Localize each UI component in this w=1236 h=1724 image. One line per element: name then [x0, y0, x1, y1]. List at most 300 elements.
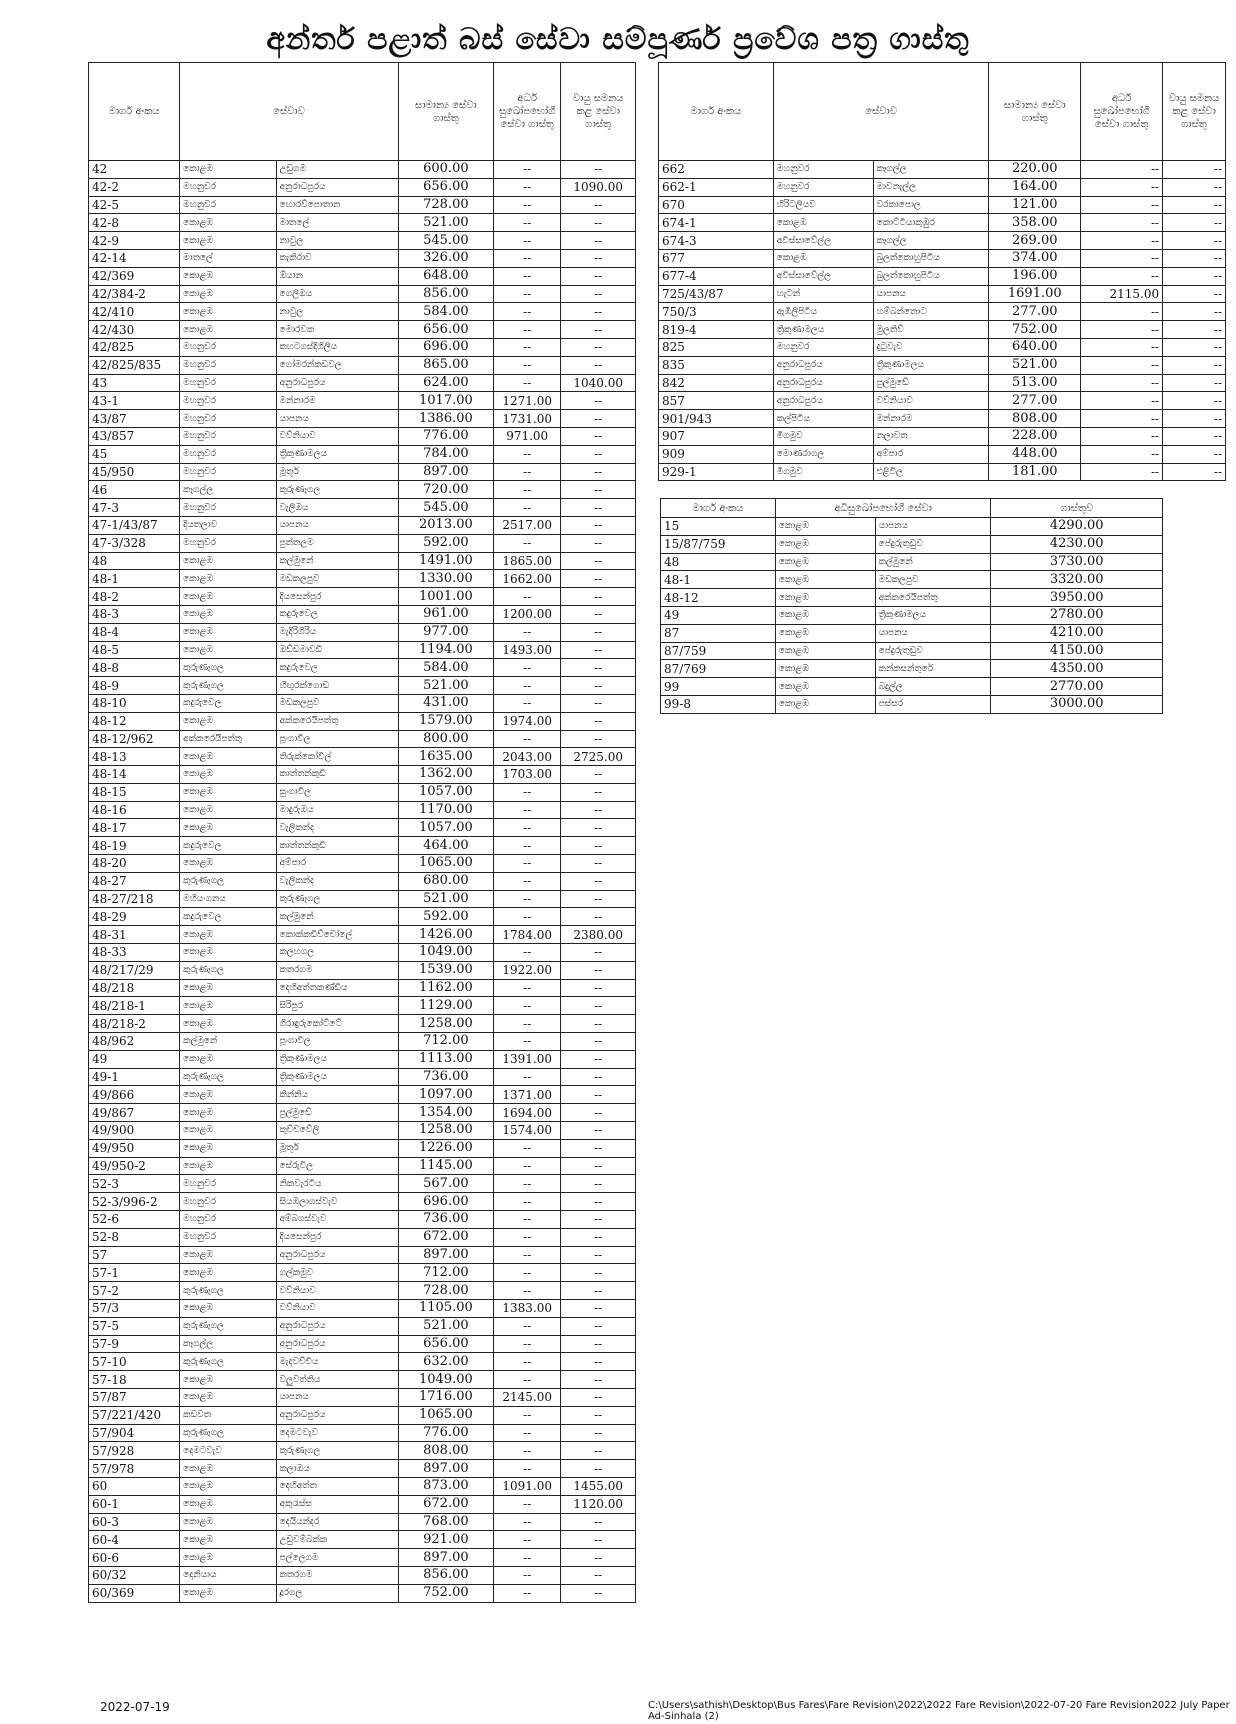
- ac-fare-cell: --: [561, 1015, 636, 1033]
- table-row: [89, 1282, 636, 1300]
- origin-cell: කොළඹ: [180, 944, 276, 962]
- origin-cell: කොළඹ: [180, 1086, 276, 1104]
- normal-fare-cell: 656.00: [398, 178, 493, 196]
- table-row: [661, 624, 1163, 642]
- fare-cell: 3950.00: [991, 589, 1163, 607]
- origin-cell: මහනුවර: [180, 410, 276, 428]
- table-row: [89, 427, 636, 445]
- origin-cell: මහනුවර: [180, 427, 276, 445]
- normal-fare-cell: 1539.00: [398, 961, 493, 979]
- table-row: [659, 196, 1226, 214]
- route-number-cell: 57-2: [89, 1282, 180, 1300]
- semi-luxury-fare-cell: 1974.00: [494, 712, 561, 730]
- ac-fare-cell: --: [561, 1033, 636, 1051]
- table-row: [659, 214, 1226, 232]
- origin-cell: කොළඹ: [180, 605, 276, 623]
- table-row: [89, 855, 636, 873]
- destination-cell: වැලිකන්ද: [276, 819, 398, 837]
- semi-luxury-fare-cell: --: [494, 374, 561, 392]
- origin-cell: කදුරුවෙල: [180, 908, 276, 926]
- semi-luxury-fare-cell: --: [494, 161, 561, 179]
- normal-fare-cell: 1129.00: [398, 997, 493, 1015]
- normal-fare-cell: 1065.00: [398, 1406, 493, 1424]
- origin-cell: මහනුවර: [180, 499, 276, 517]
- normal-fare-cell: 696.00: [398, 338, 493, 356]
- route-number-cell: 45: [89, 445, 180, 463]
- destination-cell: බුලත්කොහුපිටිය: [873, 267, 989, 285]
- route-number-cell: 60-3: [89, 1513, 180, 1531]
- table-row: [661, 642, 1163, 660]
- ac-fare-cell: --: [561, 1228, 636, 1246]
- origin-cell: මහනුවර: [180, 1175, 276, 1193]
- table-row: [659, 161, 1226, 179]
- table-row: [89, 1228, 636, 1246]
- destination-cell: අනුරාධපුරය: [276, 374, 398, 392]
- normal-fare-cell: 567.00: [398, 1175, 493, 1193]
- destination-cell: සියඹලාගස්වැව: [276, 1193, 398, 1211]
- semi-luxury-fare-cell: --: [494, 1406, 561, 1424]
- normal-fare-cell: 656.00: [398, 321, 493, 339]
- origin-cell: මහනුවර: [180, 463, 276, 481]
- destination-cell: කතරගම: [276, 1566, 398, 1584]
- normal-fare-cell: 1097.00: [398, 1086, 493, 1104]
- ac-fare-cell: --: [561, 285, 636, 303]
- normal-fare-cell: 736.00: [398, 1211, 493, 1229]
- semi-luxury-fare-cell: --: [1081, 267, 1163, 285]
- normal-fare-cell: 521.00: [398, 890, 493, 908]
- table-row: [89, 819, 636, 837]
- origin-cell: කුරුණෑගල: [180, 659, 276, 677]
- destination-cell: ත්‍රිකුණාමලය: [276, 1068, 398, 1086]
- semi-luxury-fare-cell: --: [494, 659, 561, 677]
- ac-fare-cell: --: [561, 872, 636, 890]
- destination-cell: නලාවත: [873, 427, 989, 445]
- origin-cell: මහනුවර: [180, 338, 276, 356]
- semi-luxury-fare-cell: --: [494, 1424, 561, 1442]
- table-row: [89, 1460, 636, 1478]
- route-number-cell: 47-3: [89, 499, 180, 517]
- normal-fare-cell: 464.00: [398, 837, 493, 855]
- table-row: [89, 1139, 636, 1157]
- route-number-cell: 49: [89, 1050, 180, 1068]
- normal-fare-cell: 1354.00: [398, 1104, 493, 1122]
- origin-cell: කොළඹ: [180, 267, 276, 285]
- ac-fare-cell: --: [1163, 445, 1226, 463]
- semi-luxury-fare-cell: 1922.00: [494, 961, 561, 979]
- route-number-cell: 48: [89, 552, 180, 570]
- destination-cell: වැලිකන්ද: [276, 872, 398, 890]
- table-row: [89, 1477, 636, 1495]
- route-number-cell: 60-4: [89, 1531, 180, 1549]
- normal-fare-cell: 277.00: [989, 392, 1081, 410]
- origin-cell: මහනුවර: [180, 392, 276, 410]
- route-number-cell: 42-5: [89, 196, 180, 214]
- ac-fare-cell: --: [1163, 214, 1226, 232]
- normal-fare-cell: 1579.00: [398, 712, 493, 730]
- normal-fare-cell: 856.00: [398, 285, 493, 303]
- origin-cell: කදුරුවෙල: [180, 694, 276, 712]
- fare-cell: 4290.00: [991, 518, 1163, 536]
- origin-cell: මහනුවර: [180, 534, 276, 552]
- destination-cell: කදුරුවෙල: [276, 605, 398, 623]
- normal-fare-cell: 1426.00: [398, 926, 493, 944]
- fare-cell: 3000.00: [991, 695, 1163, 713]
- ac-fare-cell: --: [561, 249, 636, 267]
- ac-fare-cell: --: [561, 552, 636, 570]
- destination-cell: පූංගාවිල: [276, 730, 398, 748]
- normal-fare-cell: 656.00: [398, 1335, 493, 1353]
- normal-fare-cell: 776.00: [398, 1424, 493, 1442]
- origin-cell: කොළඹ: [775, 535, 875, 553]
- origin-cell: කුරුණෑගල: [180, 961, 276, 979]
- destination-cell: මොරවක: [276, 321, 398, 339]
- semi-luxury-fare-cell: --: [1081, 196, 1163, 214]
- semi-luxury-fare-cell: --: [494, 267, 561, 285]
- route-number-cell: 48-33: [89, 944, 180, 962]
- normal-fare-cell: 776.00: [398, 427, 493, 445]
- ac-fare-cell: --: [561, 712, 636, 730]
- ac-fare-cell: --: [561, 1353, 636, 1371]
- origin-cell: කොළඹ: [180, 1513, 276, 1531]
- route-number-cell: 857: [659, 392, 774, 410]
- destination-cell: තිරුක්කෝවිල්: [276, 748, 398, 766]
- destination-cell: යාපනය: [276, 410, 398, 428]
- route-number-cell: 42-14: [89, 249, 180, 267]
- origin-cell: කොළඹ: [180, 321, 276, 339]
- normal-fare-cell: 865.00: [398, 356, 493, 374]
- destination-cell: පස්සර: [875, 695, 991, 713]
- table-row: [89, 1549, 636, 1567]
- origin-cell: කොළඹ: [775, 606, 875, 624]
- fare-cell: 2770.00: [991, 678, 1163, 696]
- normal-fare-cell: 2013.00: [398, 516, 493, 534]
- normal-fare-cell: 196.00: [989, 267, 1081, 285]
- destination-cell: හිඟුරක්ගොඩ: [276, 677, 398, 695]
- normal-fare-cell: 800.00: [398, 730, 493, 748]
- semi-luxury-fare-cell: 1391.00: [494, 1050, 561, 1068]
- super-luxury-table: [660, 498, 1163, 714]
- destination-cell: ත්‍රිකුණාමලය: [873, 356, 989, 374]
- origin-cell: කොළඹ: [180, 819, 276, 837]
- normal-fare-cell: 1049.00: [398, 944, 493, 962]
- semi-luxury-fare-cell: --: [494, 677, 561, 695]
- semi-luxury-fare-cell: --: [494, 855, 561, 873]
- normal-fare-cell: 164.00: [989, 178, 1081, 196]
- origin-cell: කොළඹ: [180, 552, 276, 570]
- semi-luxury-fare-cell: --: [494, 1282, 561, 1300]
- ac-fare-cell: --: [1163, 161, 1226, 179]
- table-row: [89, 944, 636, 962]
- table-row: [661, 571, 1163, 589]
- route-number-cell: 47-3/328: [89, 534, 180, 552]
- destination-cell: යාපනය: [276, 516, 398, 534]
- destination-cell: මුලතිව්: [873, 321, 989, 339]
- destination-cell: උඩුවම්බක්ක: [276, 1531, 398, 1549]
- ac-fare-cell: --: [561, 855, 636, 873]
- semi-luxury-fare-cell: --: [1081, 214, 1163, 232]
- destination-cell: මැදවච්චිය: [276, 1353, 398, 1371]
- normal-fare-cell: 228.00: [989, 427, 1081, 445]
- route-number-cell: 907: [659, 427, 774, 445]
- route-number-cell: 48/218-2: [89, 1015, 180, 1033]
- origin-cell: අවිස්සාවේල්ල: [773, 267, 873, 285]
- destination-cell: කලාඔය: [276, 1460, 398, 1478]
- route-number-cell: 48-31: [89, 926, 180, 944]
- table-row: [89, 321, 636, 339]
- normal-fare-cell: 521.00: [398, 677, 493, 695]
- route-number-cell: 48/217/29: [89, 961, 180, 979]
- semi-luxury-fare-cell: --: [494, 356, 561, 374]
- semi-luxury-fare-cell: --: [1081, 178, 1163, 196]
- origin-cell: කොළඹ: [180, 161, 276, 179]
- table-row: [89, 1300, 636, 1318]
- route-number-cell: 57-18: [89, 1371, 180, 1389]
- header-normal-fare: සාමාන්‍ය සේවා ගාස්තු: [989, 63, 1081, 161]
- normal-fare-cell: 784.00: [398, 445, 493, 463]
- semi-luxury-fare-cell: --: [494, 588, 561, 606]
- origin-cell: කොළඹ: [775, 660, 875, 678]
- semi-luxury-fare-cell: --: [494, 801, 561, 819]
- destination-cell: බදුල්ල: [875, 678, 991, 696]
- semi-luxury-fare-cell: 1784.00: [494, 926, 561, 944]
- ac-fare-cell: --: [561, 588, 636, 606]
- destination-cell: කැකිරාව: [276, 249, 398, 267]
- destination-cell: කලහගල: [276, 944, 398, 962]
- route-number-cell: 49/950: [89, 1139, 180, 1157]
- origin-cell: අවිස්සාවේල්ල: [773, 232, 873, 250]
- table-row: [89, 1584, 636, 1602]
- fare-cell: 3730.00: [991, 553, 1163, 571]
- ac-fare-cell: --: [561, 427, 636, 445]
- destination-cell: දියසෙන්පුර: [276, 1228, 398, 1246]
- destination-cell: දුටුවැව: [873, 338, 989, 356]
- normal-fare-cell: 728.00: [398, 196, 493, 214]
- origin-cell: මාතලේ: [180, 249, 276, 267]
- normal-fare-cell: 513.00: [989, 374, 1081, 392]
- semi-luxury-fare-cell: --: [494, 232, 561, 250]
- route-number-cell: 929-1: [659, 463, 774, 481]
- semi-luxury-fare-cell: 1091.00: [494, 1477, 561, 1495]
- origin-cell: කොළඹ: [180, 285, 276, 303]
- destination-cell: දියසෙන්පුර: [276, 588, 398, 606]
- table-row: [89, 552, 636, 570]
- origin-cell: දෙමටවැව: [180, 1442, 276, 1460]
- table-row: [659, 356, 1226, 374]
- fare-table-right: [658, 62, 1226, 481]
- ac-fare-cell: --: [561, 499, 636, 517]
- route-number-cell: 52-6: [89, 1211, 180, 1229]
- semi-luxury-fare-cell: 1493.00: [494, 641, 561, 659]
- ac-fare-cell: --: [1163, 303, 1226, 321]
- fare-cell: 4350.00: [991, 660, 1163, 678]
- route-number-cell: 49/900: [89, 1122, 180, 1140]
- destination-cell: හම්බන්තොට: [873, 303, 989, 321]
- route-number-cell: 57/978: [89, 1460, 180, 1478]
- route-number-cell: 52-8: [89, 1228, 180, 1246]
- table-row: [659, 267, 1226, 285]
- normal-fare-cell: 897.00: [398, 463, 493, 481]
- table-row: [89, 766, 636, 784]
- normal-fare-cell: 624.00: [398, 374, 493, 392]
- header-route-number: මාර්ග අංකය: [659, 63, 774, 161]
- fare-cell: 3320.00: [991, 571, 1163, 589]
- origin-cell: කොළඹ: [180, 232, 276, 250]
- route-number-cell: 57/3: [89, 1300, 180, 1318]
- origin-cell: කොළඹ: [775, 571, 875, 589]
- semi-luxury-fare-cell: --: [494, 463, 561, 481]
- origin-cell: මහනුවර: [180, 196, 276, 214]
- destination-cell: කල්මුනේ: [276, 908, 398, 926]
- table-row: [89, 374, 636, 392]
- normal-fare-cell: 1194.00: [398, 641, 493, 659]
- ac-fare-cell: --: [561, 1175, 636, 1193]
- destination-cell: ගල්කමුව: [276, 1264, 398, 1282]
- route-number-cell: 49/866: [89, 1086, 180, 1104]
- table-row: [89, 1211, 636, 1229]
- table-row: [659, 303, 1226, 321]
- destination-cell: යාපනය: [276, 1388, 398, 1406]
- origin-cell: මහනුවර: [180, 1193, 276, 1211]
- ac-fare-cell: --: [1163, 178, 1226, 196]
- table-row: [89, 1335, 636, 1353]
- semi-luxury-fare-cell: --: [494, 1513, 561, 1531]
- normal-fare-cell: 640.00: [989, 338, 1081, 356]
- origin-cell: මීගමුව: [773, 463, 873, 481]
- origin-cell: කොළඹ: [180, 1460, 276, 1478]
- normal-fare-cell: 521.00: [989, 356, 1081, 374]
- table-row: [659, 427, 1226, 445]
- normal-fare-cell: 545.00: [398, 499, 493, 517]
- destination-cell: මඩකලපුව: [276, 570, 398, 588]
- ac-fare-cell: --: [561, 445, 636, 463]
- route-number-cell: 48/218-1: [89, 997, 180, 1015]
- origin-cell: කල්මුනේ: [180, 1033, 276, 1051]
- semi-luxury-fare-cell: 1703.00: [494, 766, 561, 784]
- ac-fare-cell: --: [561, 730, 636, 748]
- ac-fare-cell: --: [561, 623, 636, 641]
- ac-fare-cell: --: [1163, 321, 1226, 339]
- origin-cell: කොළඹ: [775, 553, 875, 571]
- semi-luxury-fare-cell: --: [1081, 392, 1163, 410]
- ac-fare-cell: --: [561, 1584, 636, 1602]
- origin-cell: කොළඹ: [775, 589, 875, 607]
- normal-fare-cell: 1226.00: [398, 1139, 493, 1157]
- table-row: [89, 677, 636, 695]
- route-number-cell: 662: [659, 161, 774, 179]
- header-route-number: මාර්ග අංකය: [661, 499, 776, 518]
- destination-cell: මාදුරුඔය: [276, 801, 398, 819]
- normal-fare-cell: 680.00: [398, 872, 493, 890]
- normal-fare-cell: 521.00: [398, 1317, 493, 1335]
- route-number-cell: 87: [661, 624, 776, 642]
- semi-luxury-fare-cell: --: [494, 979, 561, 997]
- origin-cell: කොළඹ: [773, 249, 873, 267]
- semi-luxury-fare-cell: 1271.00: [494, 392, 561, 410]
- destination-cell: කල්මුනේ: [276, 552, 398, 570]
- route-number-cell: 48-16: [89, 801, 180, 819]
- ac-fare-cell: --: [561, 605, 636, 623]
- semi-luxury-fare-cell: --: [494, 908, 561, 926]
- destination-cell: අම්පාර: [873, 445, 989, 463]
- semi-luxury-fare-cell: --: [494, 1335, 561, 1353]
- origin-cell: කෑගල්ල: [180, 1335, 276, 1353]
- table-row: [89, 961, 636, 979]
- table-row: [89, 908, 636, 926]
- ac-fare-cell: --: [1163, 232, 1226, 250]
- normal-fare-cell: 1017.00: [398, 392, 493, 410]
- table-row: [89, 267, 636, 285]
- destination-cell: අනුරාධපුරය: [276, 1406, 398, 1424]
- normal-fare-cell: 121.00: [989, 196, 1081, 214]
- route-number-cell: 60/369: [89, 1584, 180, 1602]
- table-row: [659, 463, 1226, 481]
- destination-cell: වව්නියාව: [276, 1282, 398, 1300]
- semi-luxury-fare-cell: --: [494, 445, 561, 463]
- semi-luxury-fare-cell: --: [1081, 445, 1163, 463]
- ac-fare-cell: --: [561, 801, 636, 819]
- destination-cell: කුරුණෑගල: [276, 890, 398, 908]
- normal-fare-cell: 961.00: [398, 605, 493, 623]
- semi-luxury-fare-cell: --: [1081, 338, 1163, 356]
- normal-fare-cell: 736.00: [398, 1068, 493, 1086]
- destination-cell: මූතූර්: [276, 1139, 398, 1157]
- normal-fare-cell: 1386.00: [398, 410, 493, 428]
- route-number-cell: 48-12/962: [89, 730, 180, 748]
- semi-luxury-fare-cell: --: [494, 1531, 561, 1549]
- destination-cell: අනුරාධපුරය: [276, 1317, 398, 1335]
- table-row: [89, 1264, 636, 1282]
- route-number-cell: 48/218: [89, 979, 180, 997]
- normal-fare-cell: 1145.00: [398, 1157, 493, 1175]
- origin-cell: කොළඹ: [180, 214, 276, 232]
- destination-cell: බුලත්කොහුපිටිය: [873, 249, 989, 267]
- route-number-cell: 825: [659, 338, 774, 356]
- semi-luxury-fare-cell: --: [1081, 232, 1163, 250]
- destination-cell: උඩුගම: [276, 161, 398, 179]
- table-row: [89, 1193, 636, 1211]
- destination-cell: කොක්කඩිච්චෝලේ: [276, 926, 398, 944]
- table-row: [89, 1513, 636, 1531]
- route-number-cell: 48-5: [89, 641, 180, 659]
- ac-fare-cell: --: [561, 1442, 636, 1460]
- table-row: [89, 623, 636, 641]
- destination-cell: ත්‍රිකුණාමලය: [276, 445, 398, 463]
- origin-cell: කොළඹ: [180, 1549, 276, 1567]
- normal-fare-cell: 1258.00: [398, 1122, 493, 1140]
- table-row: [89, 338, 636, 356]
- semi-luxury-fare-cell: --: [494, 1228, 561, 1246]
- table-row: [661, 518, 1163, 536]
- table-row: [89, 1050, 636, 1068]
- route-number-cell: 677-4: [659, 267, 774, 285]
- origin-cell: කුරුණෑගල: [180, 677, 276, 695]
- route-number-cell: 87/769: [661, 660, 776, 678]
- route-number-cell: 48-1: [661, 571, 776, 589]
- normal-fare-cell: 752.00: [989, 321, 1081, 339]
- header-ac-fare: වායු සමනය කළ සේවා ගාස්තු: [561, 63, 636, 161]
- normal-fare-cell: 584.00: [398, 659, 493, 677]
- table-row: [89, 748, 636, 766]
- origin-cell: කුරුණෑගල: [180, 1282, 276, 1300]
- ac-fare-cell: 1455.00: [561, 1477, 636, 1495]
- ac-fare-cell: --: [561, 1317, 636, 1335]
- semi-luxury-fare-cell: 1731.00: [494, 410, 561, 428]
- semi-luxury-fare-cell: --: [494, 1033, 561, 1051]
- origin-cell: කොළඹ: [180, 926, 276, 944]
- origin-cell: කොළඹ: [775, 642, 875, 660]
- table-row: [89, 659, 636, 677]
- semi-luxury-fare-cell: 1383.00: [494, 1300, 561, 1318]
